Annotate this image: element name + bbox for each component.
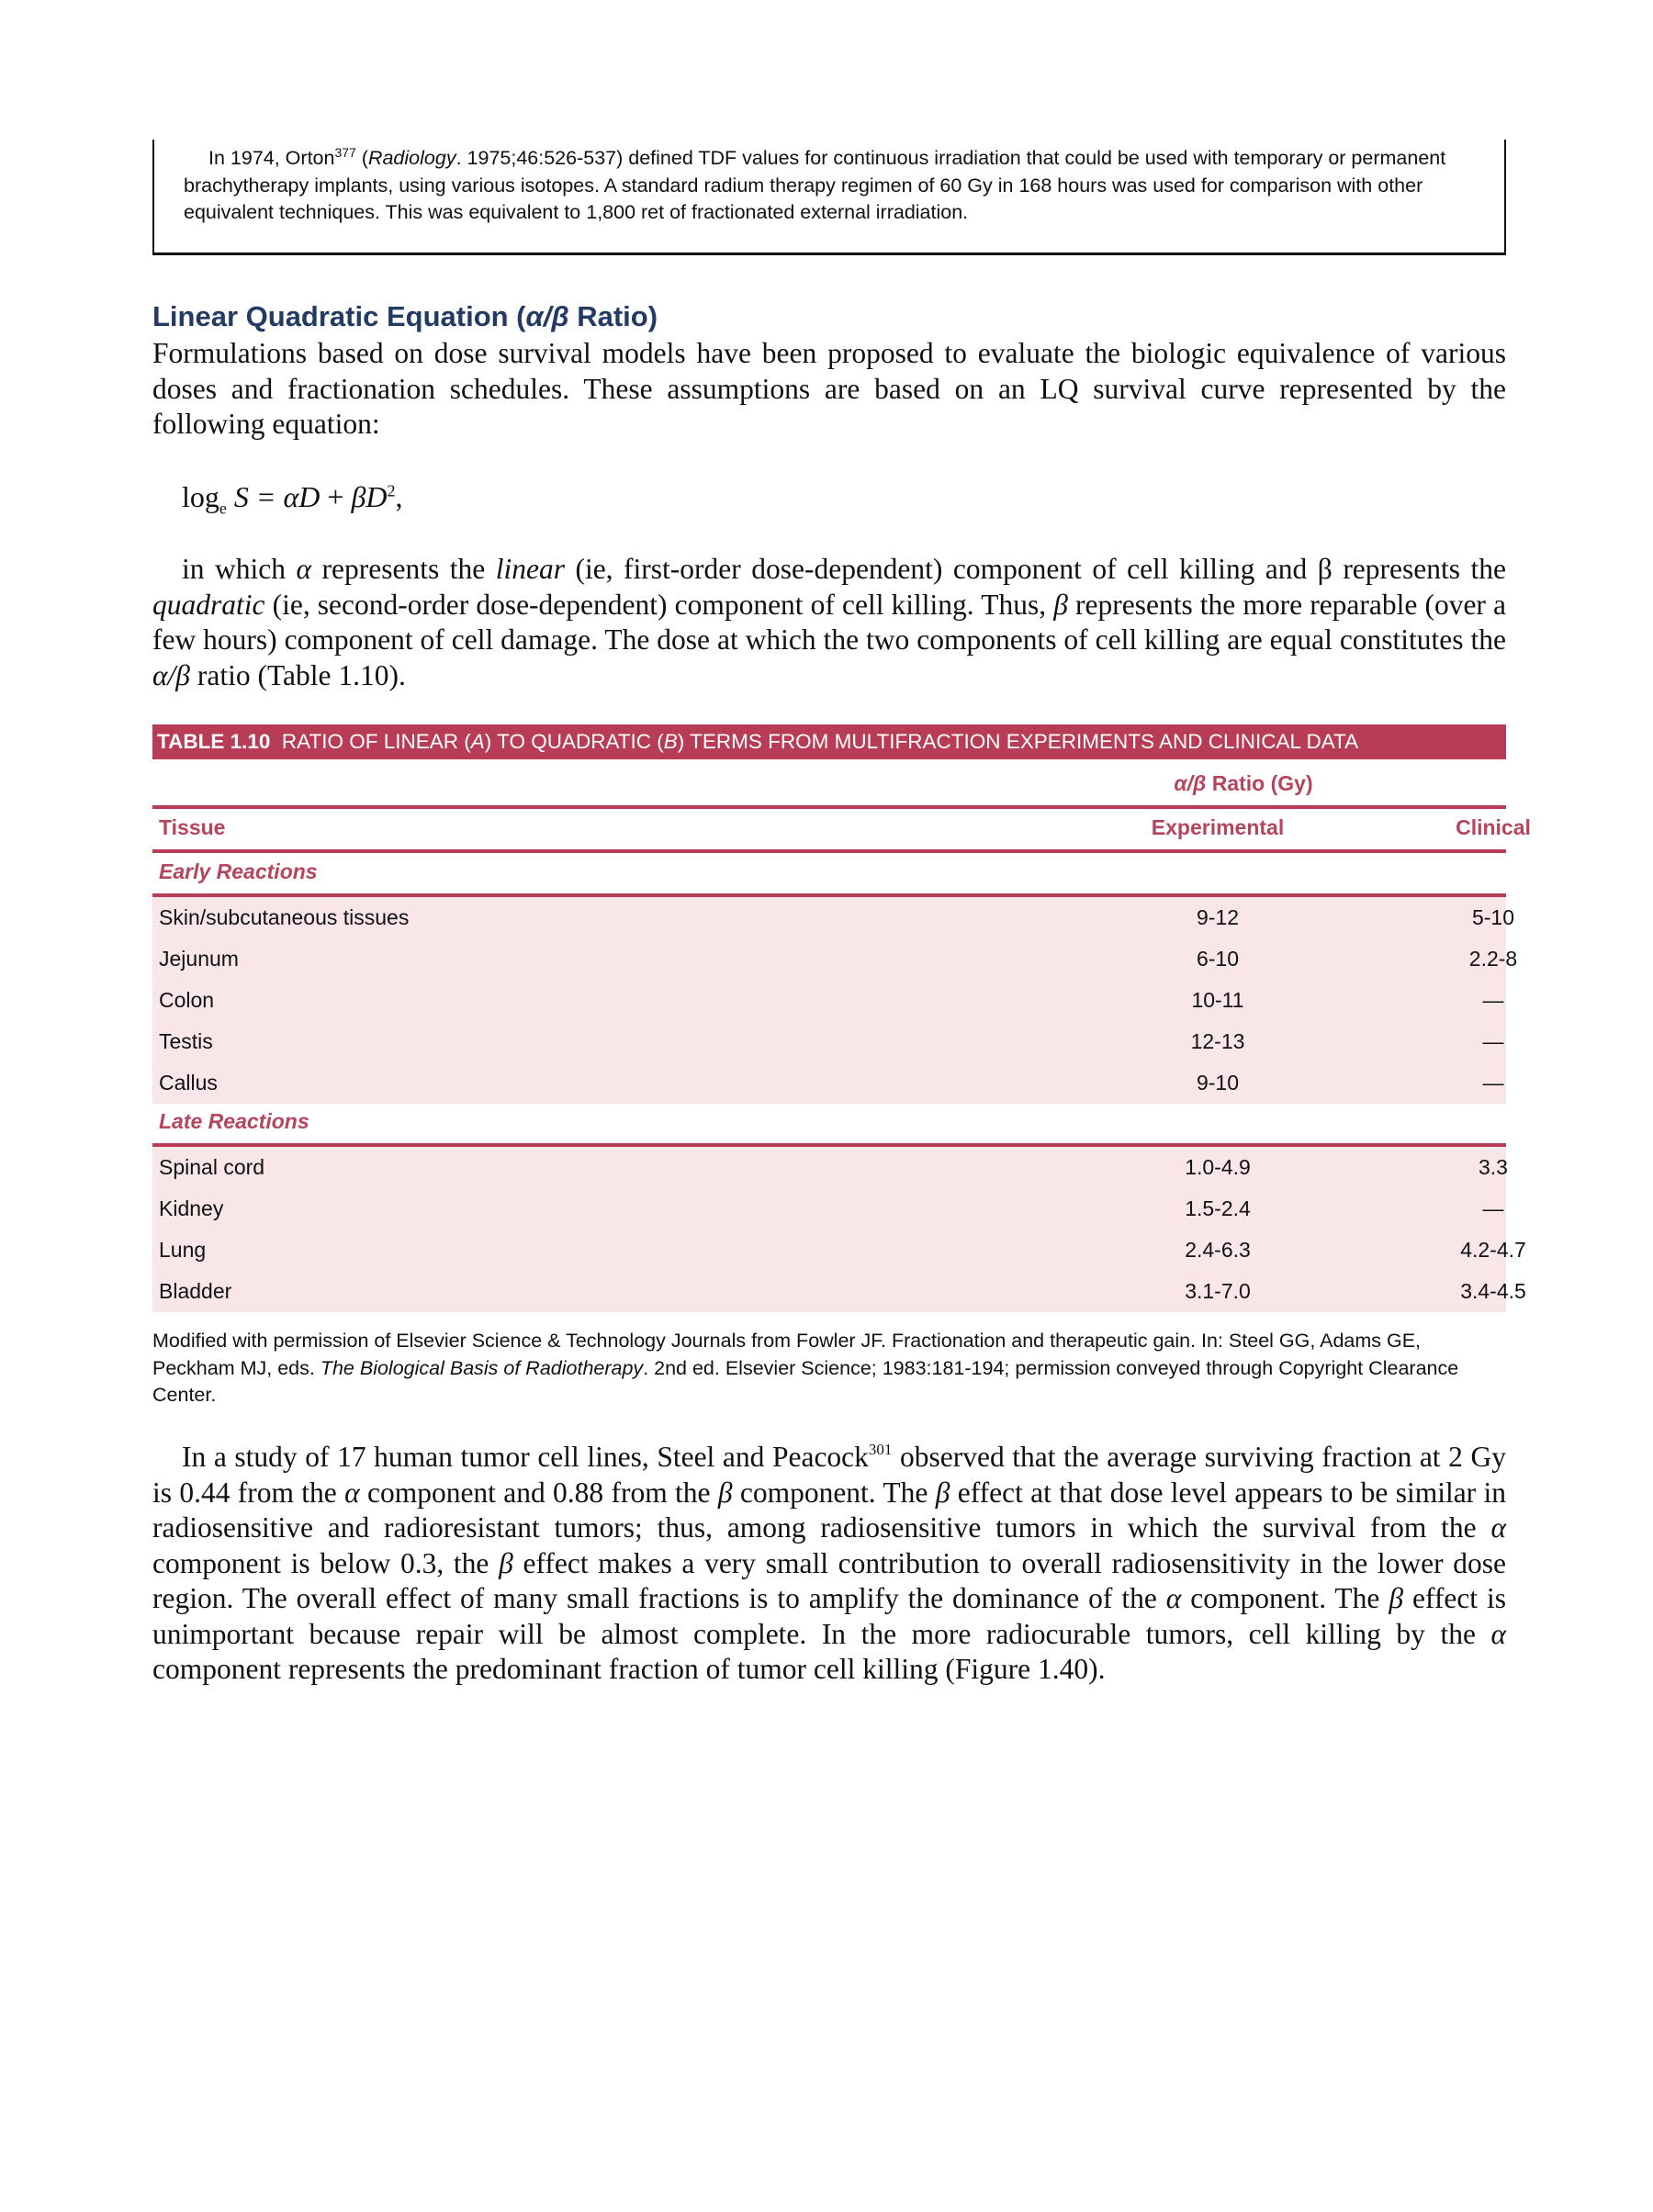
cell-clinical: 2.2-8 [1468,947,1518,971]
alpha-symbol: α [1490,1511,1506,1544]
beta-symbol: β [1053,588,1068,621]
spanning-header-unit: Ratio (Gy) [1206,771,1313,795]
definition-paragraph [152,552,1506,693]
beta-symbol: β [717,1476,733,1509]
table-row [152,1147,1506,1188]
table-row [152,1188,1506,1230]
cell-tissue: Spinal cord [159,1155,265,1179]
text: represents the more reparable (over a few hours) component of cell damage. The dose at which the two components of cell killing are equal constitutes the [152,588,1507,656]
eq-term2: βD [351,480,388,513]
journal-name: Radiology [367,147,456,169]
text: represents the [311,553,496,585]
note-paren: ( [355,147,368,169]
table-rule [152,849,1506,853]
cell-clinical: 4.2-4.7 [1460,1238,1526,1262]
cell-tissue: Bladder [159,1279,232,1303]
spanning-header-ratio: α/β [1174,771,1207,795]
footnote-text: Modified with permission of Elsevier Science & Technology Journals from Fowler JF. Fractionation and therapeutic gain. In: Steel GG, Adams GE, Peckham MJ, eds. [152,1330,1422,1379]
text: effect at that dose level appears to be similar in radiosensitive and radioresistant tumors; thus, among radiosensitive tumors in which the survival from the [152,1476,1506,1544]
note-box [152,140,1506,255]
beta-symbol: β [499,1546,513,1579]
alpha-symbol: α [296,553,312,585]
figure-reference: component represents the predominant fraction of tumor cell killing (Figure 1.40). [152,1653,1106,1685]
footnote-book-title: The Biological Basis of Radiotherapy [320,1356,644,1379]
table-footnote [152,1328,1506,1409]
cell-experimental: 12-13 [1190,1029,1245,1053]
table-row [152,1230,1526,1271]
cell-tissue: Lung [159,1238,207,1262]
table-rule [152,805,1506,809]
cell-clinical: 5-10 [1471,905,1515,929]
text: component. The [1181,1582,1389,1614]
text: In a study of 17 human tumor cell lines, Steel and Peacock [182,1441,869,1473]
beta-symbol: β [935,1476,950,1509]
table-row [152,938,1518,980]
citation-superscript: 377 [334,144,356,160]
heading-ratio: α/β [525,300,569,332]
text: (ie, first-order dose-dependent) component of cell killing and β represents the [564,553,1506,585]
caption-text: ) TO QUADRATIC ( [484,730,664,753]
note-text-rest: . 1975;46:526-537) defined TDF values for continuous irradiation that could be used with temporary or permanent brachytherapy implants, using various isotopes. A standard radium therapy regimen of 60 Gy in 168 hours was used for comparison with other equivalent techniques. This was equivalent to 1,800 ret of fractionated external irradiation. [184,147,1446,223]
eq-lhs: S = [226,480,284,513]
cell-experimental: 1.0-4.9 [1185,1155,1251,1179]
lq-equation [182,480,402,518]
term-linear: linear [495,553,565,585]
alpha-symbol: α [1490,1617,1506,1650]
cell-experimental: 9-10 [1196,1071,1240,1095]
table-caption [152,724,1506,759]
eq-plus: + [320,480,352,513]
cell-tissue: Kidney [159,1196,224,1220]
footnote-text: . 2nd ed. Elsevier Science; 1983:181-194; permission conveyed through Copyright Clearance Center. [152,1356,1459,1406]
cell-tissue: Callus [159,1071,218,1095]
heading-prefix: Linear Quadratic Equation ( [152,300,526,332]
cell-tissue: Testis [159,1029,213,1053]
eq-log: log [182,480,219,513]
group-label-late: Late Reactions [159,1109,309,1133]
cell-experimental: 3.1-7.0 [1185,1279,1251,1303]
cell-tissue: Jejunum [159,947,239,971]
eq-exponent: 2 [387,481,396,500]
citation-superscript: 301 [868,1441,893,1458]
table-row [152,1271,1526,1312]
table-number: TABLE 1.10 [157,730,271,753]
cell-tissue: Skin/subcutaneous tissues [159,905,410,929]
text: (ie, second-order dose-dependent) component of cell killing. Thus, [264,588,1054,621]
text: observed that the average surviving fraction at 2 Gy is 0.44 from the [152,1441,1506,1509]
cell-experimental: 10-11 [1191,988,1244,1012]
cell-clinical: — [1482,1071,1504,1095]
text: component and 0.88 from the [359,1476,718,1509]
cell-clinical: 3.4-4.5 [1460,1279,1526,1303]
text: component is below 0.3, the [152,1546,500,1579]
cell-clinical: — [1482,1196,1504,1220]
column-header-experimental: Experimental [1151,815,1285,839]
alpha-symbol: α [1165,1582,1182,1614]
eq-term1: αD [283,480,320,513]
alpha-symbol: α [344,1476,360,1509]
text: in which [182,553,297,585]
text: component. The [732,1476,936,1509]
cell-experimental: 9-12 [1196,905,1240,929]
table-row [152,897,1515,938]
cell-experimental: 6-10 [1196,947,1240,971]
cell-clinical: — [1482,988,1504,1012]
caption-italic-a: A [470,730,485,753]
beta-symbol: β [1389,1582,1404,1614]
caption-italic-b: B [663,730,678,753]
column-header-clinical: Clinical [1456,815,1531,839]
table-reference: ratio (Table 1.10). [189,658,406,691]
section-heading [152,300,658,333]
text: effect is unimportant because repair will be almost complete. In the more radiocurable tumors, cell killing by the [152,1582,1506,1650]
spanning-header [1110,771,1377,796]
text: effect makes a very small contribution to overall radiosensitivity in the lower dose region. The overall effect of many small fractions is to amplify the dominance of the [152,1546,1506,1614]
cell-experimental: 1.5-2.4 [1185,1196,1251,1220]
caption-text: RATIO OF LINEAR ( [281,730,471,753]
heading-suffix: Ratio) [568,300,658,332]
note-text [184,145,1488,227]
note-text-start: In 1974, Orton [208,147,335,169]
cell-clinical: 3.3 [1479,1155,1508,1179]
eq-comma: , [395,480,403,513]
cell-experimental: 2.4-6.3 [1185,1238,1251,1262]
table-row [152,1062,1506,1104]
table-row [152,1021,1506,1062]
table-row [152,980,1506,1021]
ratio-symbol: α/β [152,658,190,691]
term-quadratic: quadratic [152,588,265,621]
cell-clinical: — [1482,1029,1504,1053]
group-label-early: Early Reactions [159,859,318,883]
closing-paragraph [152,1440,1506,1688]
column-header-tissue: Tissue [159,815,226,839]
intro-paragraph: Formulations based on dose survival models have been proposed to evaluate the biologic equivalence of various doses and fractionation schedules. These assumptions are based on an LQ survival curve represented by the following equation: [152,337,1506,440]
eq-base: e [219,499,227,518]
cell-tissue: Colon [159,988,215,1012]
caption-text: ) TERMS FROM MULTIFRACTION EXPERIMENTS AND CLINICAL DATA [677,730,1359,753]
